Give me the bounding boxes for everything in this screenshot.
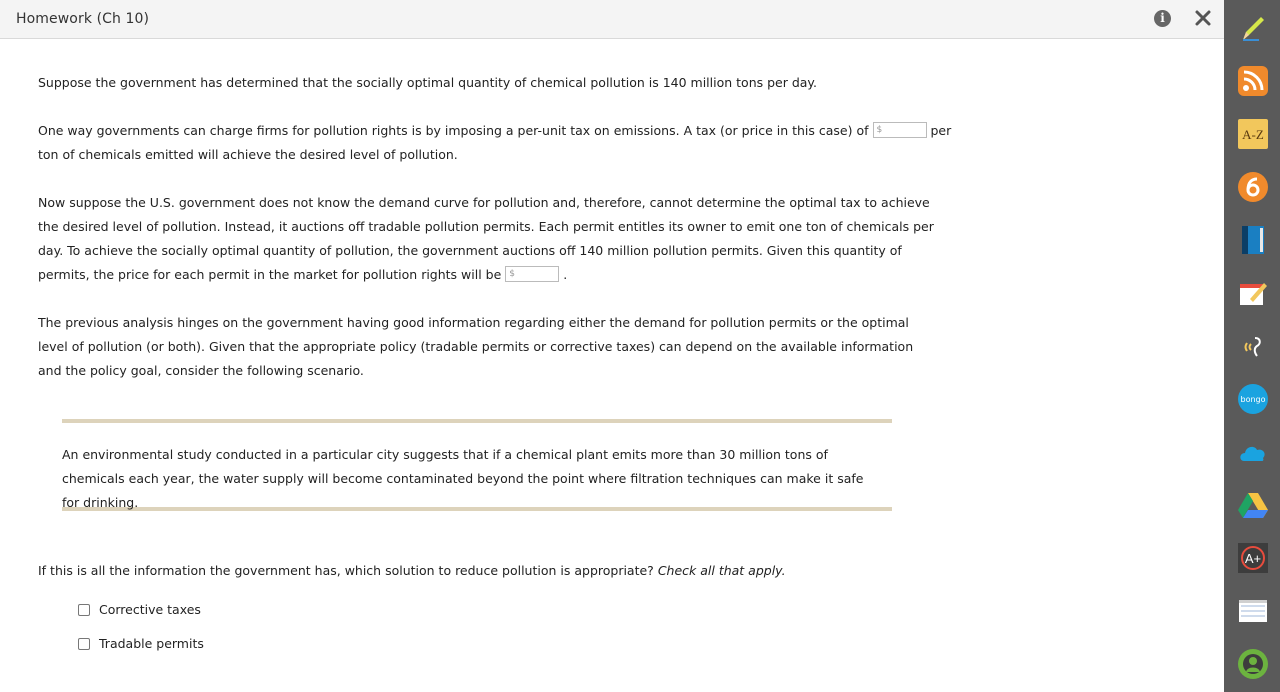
option-corrective-taxes[interactable] — [78, 602, 201, 617]
checkbox-corrective-taxes[interactable] — [78, 604, 90, 616]
cloud-icon[interactable] — [1237, 436, 1269, 468]
tax-text-before: One way governments can charge firms for pollution rights is by imposing a per-unit tax on emissions. A tax (or price in this case) of — [38, 123, 869, 138]
tax-text-after: per ton of chemicals emitted will achieve the desired level of pollution. — [38, 123, 952, 162]
six-icon[interactable] — [1237, 171, 1269, 203]
analysis-paragraph: The previous analysis hinges on the government having good information regarding either the demand for pollution permits or the optimal level of pollution (or both). Given that the appropriate policy (tradable permits or corrective taxes) can depend on the available information and the policy goal, consider the following scenario. — [38, 315, 914, 378]
scenario-box — [62, 419, 892, 511]
profile-icon[interactable] — [1237, 648, 1269, 680]
note-icon[interactable] — [1237, 277, 1269, 309]
permits-paragraph — [38, 191, 948, 287]
scenario-text: An environmental study conducted in a particular city suggests that if a chemical plant emits more than 30 million tons of chemicals each year, the water supply will become contaminated beyond the point where filtration techniques can make it safe for drinking. — [62, 447, 864, 510]
book-icon[interactable] — [1237, 224, 1269, 256]
close-icon[interactable] — [1192, 7, 1214, 29]
notepad-icon[interactable] — [1237, 595, 1269, 627]
window-header — [0, 0, 1224, 39]
drive-icon[interactable] — [1237, 489, 1269, 521]
permit-price-input[interactable]: $ — [505, 266, 559, 282]
option-tradable-permits[interactable] — [78, 636, 204, 651]
a-z-icon[interactable] — [1237, 118, 1269, 150]
option-label: Corrective taxes — [99, 602, 201, 617]
right-toolbar — [1224, 0, 1280, 692]
a-plus-label: A+ — [1244, 551, 1262, 566]
option-label: Tradable permits — [99, 636, 204, 651]
pencil-icon[interactable] — [1237, 12, 1269, 44]
question-instruction: Check all that apply. — [657, 563, 786, 578]
bongo-label: bongo — [1240, 395, 1266, 404]
info-icon[interactable]: i — [1154, 10, 1171, 27]
a-plus-icon[interactable] — [1237, 542, 1269, 574]
question-prompt — [38, 559, 938, 583]
sound-icon[interactable] — [1237, 330, 1269, 362]
permits-text-after: . — [563, 267, 568, 282]
permits-text-before: Now suppose the U.S. government does not know the demand curve for pollution and, therefore, cannot determine the optimal tax to achieve the desired level of pollution. Instead, it auctions off tradable pollution permits. Each permit entitles its owner to emit one ton of chemicals per day. To achieve the socially optimal quantity of pollution, the government auctions off 140 million pollution permits. Given this quantity of permits, the price for each permit in the market for pollution rights will be — [38, 195, 934, 282]
tax-paragraph — [38, 119, 958, 167]
rss-icon[interactable] — [1237, 65, 1269, 97]
a-z-label: A-Z — [1242, 127, 1264, 142]
checkbox-tradable-permits[interactable] — [78, 638, 90, 650]
question-text: If this is all the information the government has, which solution to reduce pollution is appropriate? — [38, 563, 654, 578]
intro-paragraph: Suppose the government has determined that the socially optimal quantity of chemical pollution is 140 million tons per day. — [38, 75, 818, 90]
bongo-icon[interactable] — [1237, 383, 1269, 415]
window-title: Homework (Ch 10) — [16, 11, 150, 27]
tax-amount-input[interactable]: $ — [873, 122, 927, 138]
